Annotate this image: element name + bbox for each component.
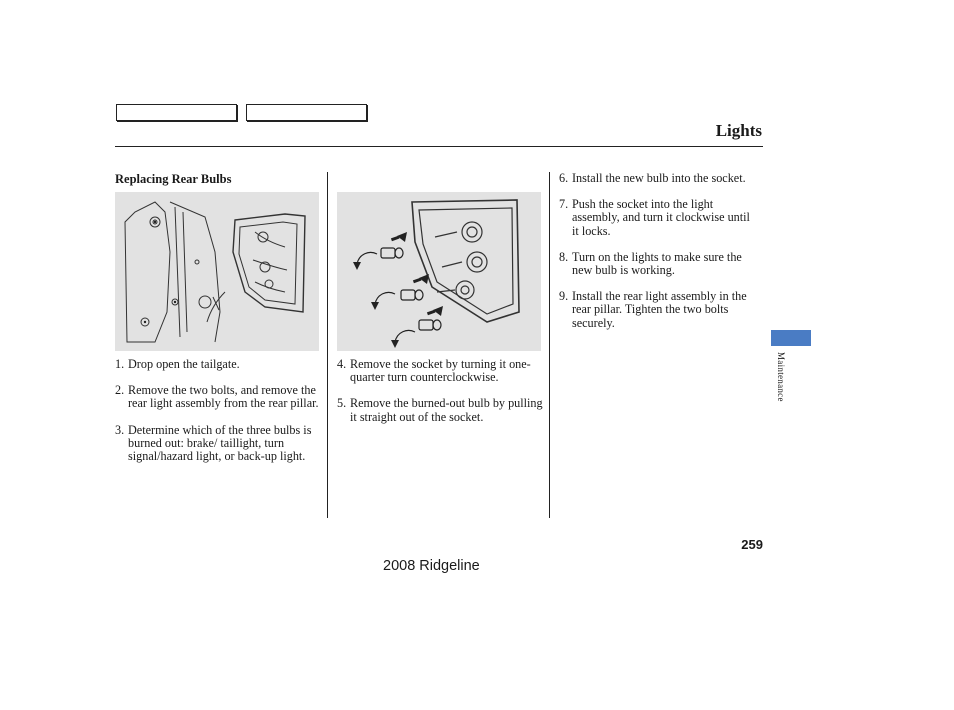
step-text: Drop open the tailgate. <box>128 357 240 371</box>
rear-light-assembly-illustration <box>115 192 319 351</box>
list-item <box>559 172 755 185</box>
list-item <box>559 251 755 277</box>
section-heading: Replacing Rear Bulbs <box>115 172 232 186</box>
nav-button-next[interactable] <box>246 104 367 121</box>
step-number: 4. <box>337 357 347 371</box>
step-text: Turn on the lights to make sure the new bulb is working. <box>572 249 742 278</box>
step-text: Remove the two bolts, and remove the rear light assembly from the rear pillar. <box>128 383 319 411</box>
page-title: Lights <box>715 121 762 140</box>
section-tab-label: Maintenance <box>776 352 786 402</box>
steps-column-1 <box>115 358 321 476</box>
list-item <box>115 384 321 410</box>
step-number: 8. <box>559 249 569 264</box>
step-text: Install the new bulb into the socket. <box>572 171 746 185</box>
step-number: 9. <box>559 289 569 304</box>
list-item <box>559 198 755 238</box>
step-number: 1. <box>115 357 125 371</box>
list-item <box>115 424 321 464</box>
list-item <box>337 397 545 423</box>
list-item <box>115 358 321 371</box>
step-number: 6. <box>559 171 569 185</box>
step-text: Remove the socket by turning it one-quarter turn counterclockwise. <box>350 357 531 385</box>
step-text: Push the socket into the light assembly, and turn it clockwise until it locks. <box>572 197 750 238</box>
bulb-socket-removal-illustration <box>337 192 541 351</box>
steps-column-2 <box>337 358 545 437</box>
list-item <box>559 290 755 330</box>
step-number: 3. <box>115 422 125 437</box>
page-number: 259 <box>741 537 763 552</box>
step-text: Determine which of the three bulbs is burned out: brake/ taillight, turn signal/hazard light, or back-up light. <box>128 422 312 464</box>
title-divider <box>115 146 763 147</box>
step-number: 7. <box>559 197 569 212</box>
step-number: 2. <box>115 383 125 398</box>
step-number: 5. <box>337 396 347 411</box>
column-divider-1 <box>327 172 328 518</box>
footer-model: 2008 Ridgeline <box>383 558 480 574</box>
list-item <box>337 358 545 384</box>
steps-column-3 <box>559 172 755 343</box>
nav-button-previous[interactable] <box>116 104 237 121</box>
section-tab[interactable] <box>771 330 811 346</box>
step-text: Install the rear light assembly in the rear pillar. Tighten the two bolts securely. <box>572 289 747 330</box>
step-text: Remove the burned-out bulb by pulling it straight out of the socket. <box>350 396 543 424</box>
column-divider-2 <box>549 172 550 518</box>
